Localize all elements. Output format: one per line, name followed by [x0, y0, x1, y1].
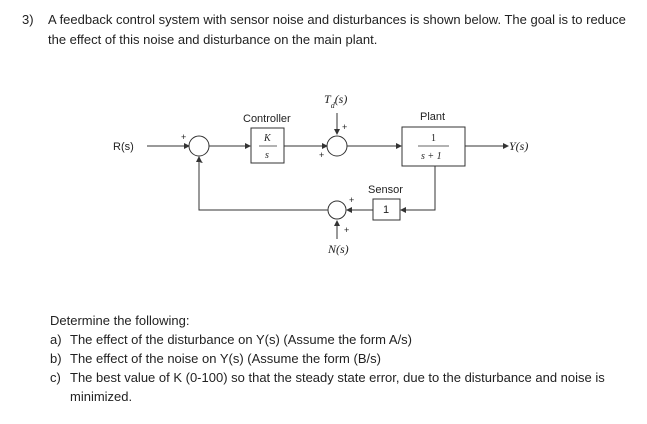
output-label: Y(s): [509, 139, 529, 153]
question-c-text: The best value of K (0-100) so that the steady state error, due to the disturbance and noise is minimized.: [70, 370, 605, 404]
controller-numerator: K: [264, 133, 271, 144]
question-a-text: The effect of the disturbance on Y(s) (Assume the form A/s): [70, 332, 413, 347]
noise-label: N(s): [328, 242, 349, 256]
sj3-right-plus-sign: +: [349, 195, 355, 205]
questions: [50, 311, 635, 406]
question-a: [50, 330, 635, 349]
sj2-top-plus-sign: +: [342, 122, 348, 132]
problem-number: 3): [22, 12, 34, 27]
sj2-left-plus-sign: +: [319, 150, 325, 160]
sj1-minus-sign: -: [200, 157, 203, 167]
summing-junction-1: [189, 136, 209, 156]
question-a-label: a): [50, 332, 62, 347]
plant-label: Plant: [420, 111, 446, 123]
sensor-label: Sensor: [368, 184, 403, 196]
plant-denominator: s + 1: [421, 151, 442, 162]
plant-numerator: 1: [431, 133, 436, 144]
summing-junction-3: [328, 201, 346, 219]
question-c: [50, 368, 635, 406]
feedback-line: [199, 157, 328, 210]
controller-denominator: s: [265, 150, 269, 161]
output-to-sensor-line: [401, 166, 435, 210]
problem-text: A feedback control system with sensor noise and disturbances is shown below. The goal is to reduce the effect of this noise and disturbance on the main plant.: [48, 12, 626, 47]
sensor-value: 1: [383, 204, 390, 216]
questions-intro: Determine the following:: [50, 313, 190, 328]
question-b-label: b): [50, 351, 62, 366]
question-c-label: c): [50, 370, 61, 385]
question-b: [50, 349, 635, 368]
sj3-bottom-plus-sign: +: [344, 225, 350, 235]
question-b-text: The effect of the noise on Y(s) (Assume the form (B/s): [70, 351, 381, 366]
disturbance-label: $T_d(s)$: [324, 92, 348, 110]
controller-label: Controller: [243, 113, 291, 125]
input-label: R(s): [113, 141, 134, 153]
sj1-plus-sign: +: [181, 132, 187, 142]
summing-junction-2: [327, 136, 347, 156]
